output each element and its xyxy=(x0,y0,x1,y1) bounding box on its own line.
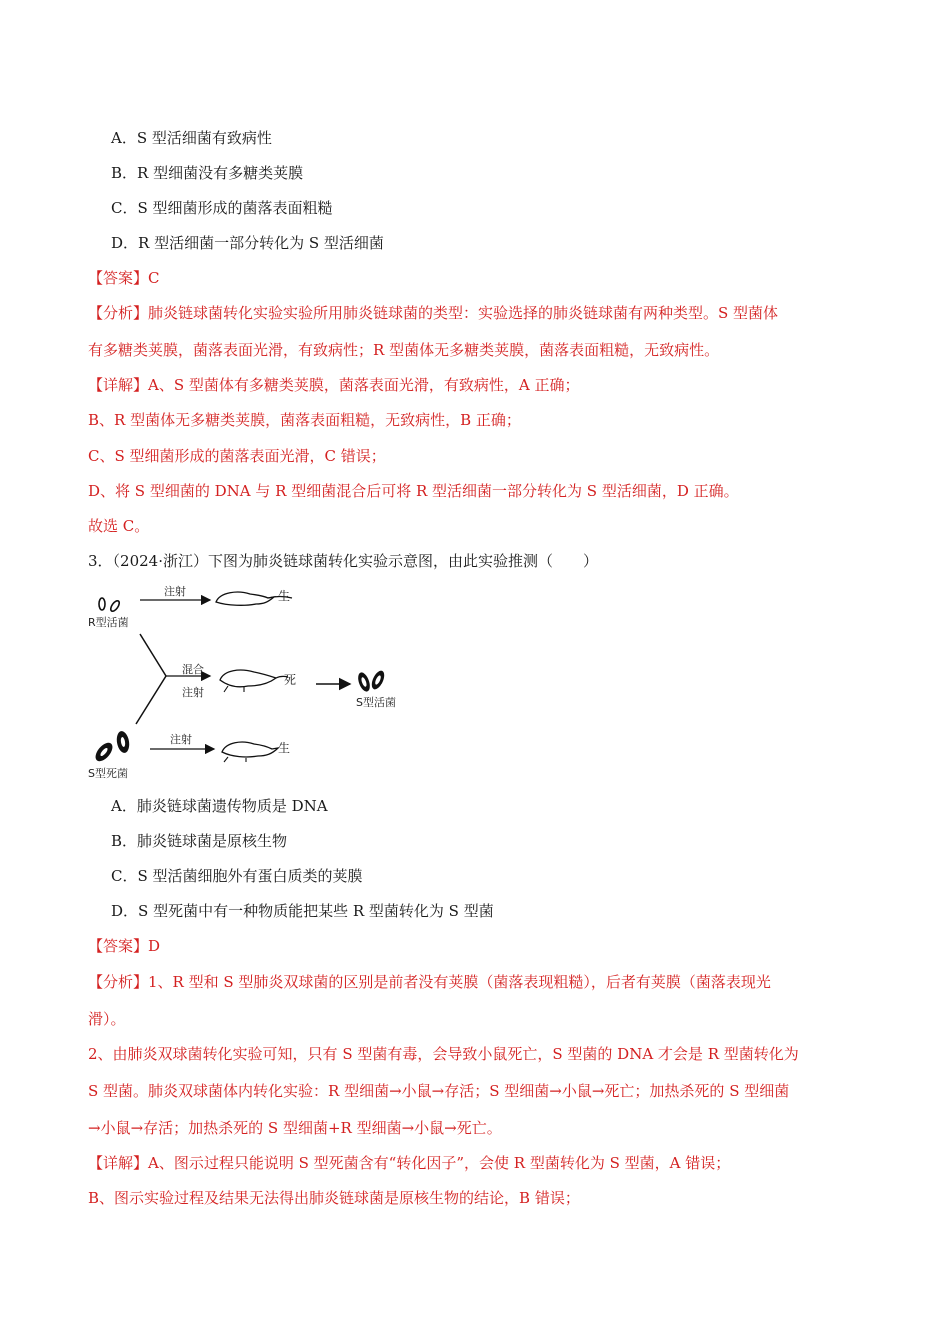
inject-label-top: 注射 xyxy=(164,585,186,598)
q3-analysis-line-4: S 型菌。肺炎双球菌体内转化实验：R 型细菌→小鼠→存活；S 型细菌→小鼠→死亡；加热杀死的 S 型细菌 xyxy=(88,1082,790,1100)
q3-option-a: A．肺炎链球菌遗传物质是 DNA xyxy=(111,797,328,815)
s-live-label: S型活菌 xyxy=(356,696,396,709)
q2-detail-line-2: B、R 型菌体无多糖类荚膜，菌落表面粗糙，无致病性，B 正确； xyxy=(88,411,521,429)
outcome-alive-top: 生 xyxy=(278,589,291,603)
q3-detail-line-2: B、图示实验过程及结果无法得出肺炎链球菌是原核生物的结论，B 错误； xyxy=(88,1189,580,1207)
inject-label-bottom: 注射 xyxy=(170,733,192,746)
q2-option-a: A．S 型活细菌有致病性 xyxy=(111,129,272,147)
q2-conclusion: 故选 C。 xyxy=(88,517,150,535)
s-dead-label: S型死菌 xyxy=(88,767,128,780)
outcome-alive-bottom: 生 xyxy=(278,741,291,755)
q2-option-c: C．S 型细菌形成的菌落表面粗糙 xyxy=(111,199,333,217)
mouse-alive-icon xyxy=(222,742,278,762)
q3-option-c: C．S 型活菌细胞外有蛋白质类的荚膜 xyxy=(111,867,363,885)
q2-option-d: D．R 型活细菌一部分转化为 S 型活细菌 xyxy=(111,234,384,252)
q2-detail-line-4: D、将 S 型细菌的 DNA 与 R 型细菌混合后可将 R 型活细菌一部分转化为 S 型活细菌，D 正确。 xyxy=(88,482,739,500)
q2-detail-line-1: 【详解】A、S 型菌体有多糖类荚膜，菌落表面光滑，有致病性，A 正确； xyxy=(88,376,580,394)
outcome-dead: 死 xyxy=(284,673,297,687)
q3-analysis-line-3: 2、由肺炎双球菌转化实验可知，只有 S 型菌有毒，会导致小鼠死亡，S 型菌的 DNA 才会是 R 型菌转化为 xyxy=(88,1045,799,1063)
q3-answer: 【答案】D xyxy=(88,937,161,955)
q3-analysis-line-2: 滑）。 xyxy=(88,1010,126,1028)
r-live-label: R型活菌 xyxy=(88,616,129,629)
s-live-bacteria-icon xyxy=(356,669,387,693)
q3-option-b: B．肺炎链球菌是原核生物 xyxy=(111,832,288,850)
q3-stem: 3．（2024·浙江）下图为肺炎链球菌转化实验示意图，由此实验推测（ ） xyxy=(88,552,598,570)
q3-analysis-line-5: →小鼠→存活；加热杀死的 S 型细菌+R 型细菌→小鼠→死亡。 xyxy=(88,1119,502,1137)
r-live-bacteria-icon xyxy=(99,598,121,613)
q3-analysis-line-1: 【分析】1、R 型和 S 型肺炎双球菌的区别是前者没有荚膜（菌落表现粗糙），后者有荚膜（菌落表现光 xyxy=(88,973,771,991)
q2-detail-line-3: C、S 型细菌形成的菌落表面光滑，C 错误； xyxy=(88,447,386,465)
q2-analysis-line-1: 【分析】肺炎链球菌转化实验实验所用肺炎链球菌的类型：实验选择的肺炎链球菌有两种类型。S 型菌体 xyxy=(88,304,779,322)
q2-answer: 【答案】C xyxy=(88,269,160,287)
inject-label-middle: 注射 xyxy=(182,686,204,699)
s-dead-bacteria-icon xyxy=(92,730,130,764)
q2-option-b: B．R 型细菌没有多糖类荚膜 xyxy=(111,164,304,182)
q3-detail-line-1: 【详解】A、图示过程只能说明 S 型死菌含有“转化因子”，会使 R 型菌转化为 S 型菌，A 错误； xyxy=(88,1154,731,1172)
q2-analysis-line-2: 有多糖类荚膜，菌落表面光滑，有致病性；R 型菌体无多糖类荚膜，菌落表面粗糙，无致病性。 xyxy=(88,341,720,359)
transformation-experiment-diagram xyxy=(88,584,418,784)
q3-option-d: D．S 型死菌中有一种物质能把某些 R 型菌转化为 S 型菌 xyxy=(111,902,494,920)
mouse-dead-icon xyxy=(220,670,288,692)
mix-label: 混合 xyxy=(182,663,204,676)
